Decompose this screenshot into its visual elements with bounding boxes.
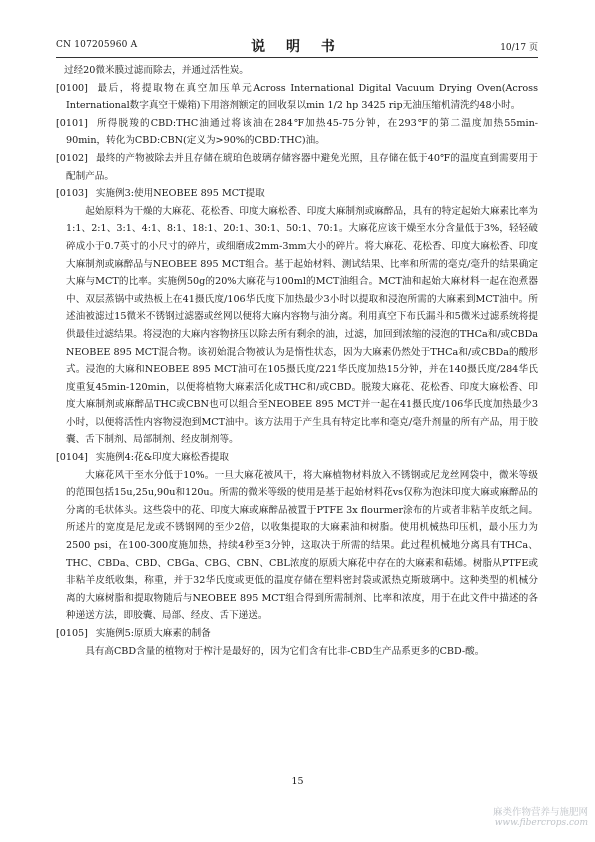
- watermark-url: www.fibercrops.com: [494, 818, 588, 828]
- paragraph-number: [0101]: [56, 117, 88, 129]
- header-rule: [56, 57, 538, 58]
- paragraph: 大麻花风干至水分低于10%。一旦大麻花被风干，将大麻植物材料放入不锈钢或尼龙丝网袋中，微米等级的范围包括15u,25u,90u和120u。所需的微米等级的使用是基于起始材料花vs仅称为泡沫印度大麻或麻醉品的分离的毛状体头。这些袋中的花、印度大麻或麻醉品被置于PTFE 3x flourmer涂布的片或者非粘羊皮纸之间。所述片的宽度是尼龙或不锈钢网的至少2倍，以收集提取的大麻素油和树脂。使用机械热印压机，最小压力为2500 psi，在100-300度施加热，持续4秒至3分钟，这取决于所需的结果。此过程机械地分离具有THCa、THC、CBDa、CBD、CBGa、CBG、CBN、CBL浓度的原质大麻花中存在的大麻素和萜烯。树脂从PTFE或非粘羊皮纸收集，称重，并于32华氏度或更低的温度存储在塑料密封袋或派热克斯玻璃中。这种类型的机械分离的大麻树脂和提取物随后与NEOBEE 895 MCT组合得到所需制剂、比率和浓度，用于在此文件中描述的各种递送方法，即胶囊、局部、经皮、舌下递送。: [66, 469, 538, 622]
- paragraph-number: [0102]: [56, 152, 88, 164]
- paragraph-number: [0104]: [56, 452, 88, 464]
- paragraph: 起始原料为干燥的大麻花、花松香、印度大麻松香、印度大麻制剂或麻醉品，具有的特定起始大麻素比率为1:1、2:1、3:1、4:1、8:1、18:1、20:1、30:1、50:1、70:1。大麻花应该干燥至水分含量低于3%，轻轻破碎成小于0.7英寸的小尺寸的碎片，或细磨成2mm-3mm大小的碎片。将大麻花、花松香、印度大麻松香、印度大麻制剂或麻醉品与NEOBEE 895 MCT组合。基于起始材料、测试结果、比率和所需的毫克/毫升的结果确定大麻与MCT的比率。实施例50g的20%大麻花与100ml的MCT油组合。MCT油和起始大麻材料一起在泡煮器中、双层蒸锅中或热板上在41摄氏度/106华氏度下加热最少3小时以提取和浸泡所需的大麻素到MCT油中。所述油被滤过15微米不锈钢过滤器或丝网以便将大麻内容物与油分离。利用真空下布氏漏斗和5微米过滤系统将提供最佳过滤结果。将浸泡的大麻内容物挤压以除去所有剩余的油，过滤，加回到浓缩的浸泡的THCa和/或CBDa NEOBEE 895 MCT混合物。该初始混合物被认为是惰性状态，因为大麻素仍然处于THCa和/或CBDa的酸形式。浸泡的大麻和NEOBEE 895 MCT油可在105摄氏度/221华氏度加热15分钟，并在140摄氏度/284华氏度重复45min-120min，以便将植物大麻素活化成THC和/或CBD。脱羧大麻花、花松香、印度大麻松香、印度大麻制剂或麻醉品THC或CBN也可以组合至NEOBEE 895 MCT并一起在41摄氏度/106华氏度加热最少3小时，以便将活性内容物浸泡到MCT油中。该方法用于产生具有特定比率和毫克/毫升剂量的所有产品，用于胶囊、舌下制剂、局部制剂、经皮制剂等。: [66, 205, 538, 446]
- paragraph: [0102] 最终的产物被除去并且存储在琥珀色玻璃存储容器中避免光照，且存储在低于40℉的温度直到需要用于配制产品。: [56, 152, 538, 182]
- paragraph: [0101] 所得脱羧的CBD:THC油通过将该油在284℉加热45-75分钟，在293℉的第二温度加热55min-90min，转化为CBD:CBN(定义为>90%的CBD:THC)油。: [56, 117, 538, 147]
- paragraph: 过经20微米膜过滤而除去，并通过活性炭。: [64, 65, 249, 76]
- example-heading: [0105] 实施例5:原质大麻素的制备: [56, 628, 211, 639]
- watermark-site-name: 麻类作物营养与施肥网: [492, 807, 588, 818]
- document-title: 说 明 书: [251, 39, 343, 55]
- page-reference: 10/17 页: [500, 43, 538, 53]
- paragraph: 具有高CBD含量的植物对于榨汁是最好的，因为它们含有比非-CBD生产品系更多的CBD-酸。: [85, 645, 485, 657]
- page-number: 15: [291, 776, 304, 787]
- paragraph-number: [0100]: [56, 82, 88, 94]
- paragraph: [0100] 最后，将提取物在真空加压单元Across International Digital Vacuum Drying Oven(Across International数字真空干燥箱)下用溶剂额定的回收泵以min 1/2 hp 3425 rip无油压缩机清洗约48小时。: [56, 82, 538, 112]
- document-body: [56, 62, 538, 660]
- publication-number: CN 107205960 A: [56, 40, 138, 50]
- paragraph-number: [0103]: [56, 188, 88, 200]
- paragraph-number: [0105]: [56, 628, 88, 639]
- watermark: [448, 804, 588, 828]
- example-heading: [0104] 实施例4:花&印度大麻松香提取: [56, 452, 229, 464]
- example-heading: [0103] 实施例3:使用NEOBEE 895 MCT提取: [56, 188, 265, 200]
- page-header: [56, 38, 538, 54]
